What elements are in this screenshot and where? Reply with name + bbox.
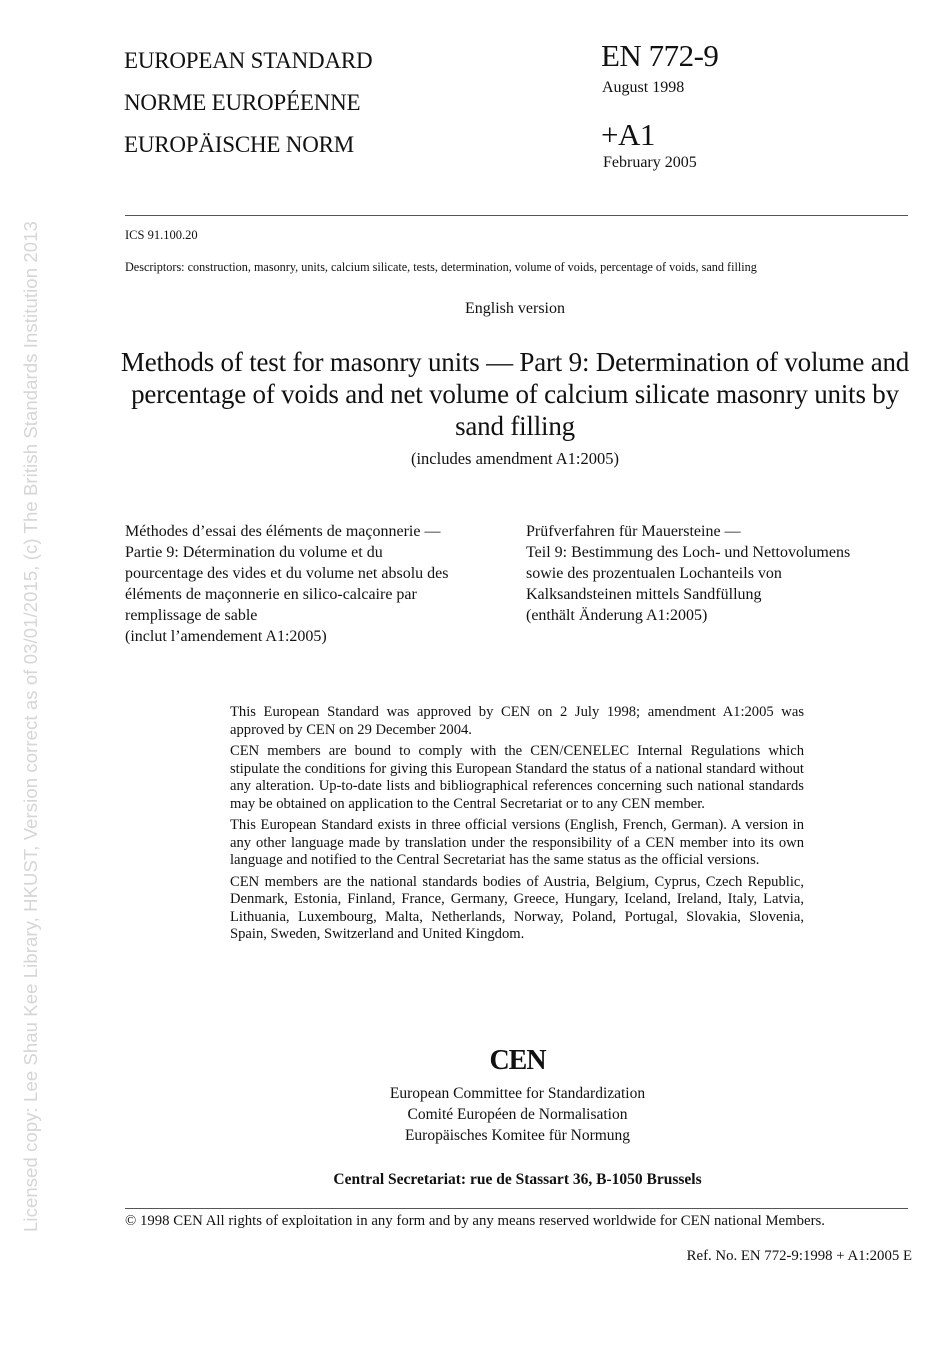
approval-paragraph: This European Standard was approved by CEN on 2 July 1998; amendment A1:2005 was approved by CEN on 29 December 2004. [230, 704, 804, 738]
french-title-line: pourcentage des vides et du volume net absolu des [125, 565, 449, 582]
french-title-line: éléments de maçonnerie en silico-calcaire par [125, 586, 417, 603]
ics-code: ICS 91.100.20 [125, 228, 198, 242]
german-title [526, 521, 911, 626]
french-title-line: Partie 9: Détermination du volume et du [125, 544, 383, 561]
cen-name-fr: Comité Européen de Normalisation [407, 1106, 628, 1123]
standard-number: EN 772-9 [601, 38, 719, 73]
descriptors: Descriptors: construction, masonry, units, calcium silicate, tests, determination, volume of voids, percentage of voids, sand filling [125, 260, 757, 274]
header-divider [125, 215, 908, 216]
french-title [125, 521, 515, 647]
language-version: English version [465, 300, 565, 317]
main-subtitle: (includes amendment A1:2005) [410, 449, 620, 468]
license-watermark: Licensed copy: Lee Shau Kee Library, HKUST, Version correct as of 03/01/2015, (c) The British Standards Institution 2013 [20, 221, 41, 1232]
cen-name-de: Europäisches Komitee für Normung [404, 1127, 631, 1144]
german-title-line: Prüfverfahren für Mauersteine — [526, 523, 741, 540]
amendment-label: +A1 [601, 117, 655, 152]
standard-date: August 1998 [602, 79, 685, 96]
versions-paragraph: This European Standard exists in three official versions (English, French, German). A version in any other language made by translation under the responsibility of a CEN member into its own language and notified to the Central Secretariat has the same status as the official versions. [230, 817, 804, 868]
compliance-paragraph: CEN members are bound to comply with the CEN/CENELEC Internal Regulations which stipulate the conditions for giving this European Standard the status of a national standard without any alteration. Up-to-date lists and bibliographical references concerning such national standards may be obtained on application to the Central Secretariat or to any CEN member. [230, 743, 804, 812]
german-title-line: Kalksandsteinen mittels Sandfüllung [526, 586, 762, 603]
amendment-date: February 2005 [603, 154, 697, 171]
french-title-line: Méthodes d’essai des éléments de maçonnerie — [125, 523, 441, 540]
title-norme-europeenne: NORME EUROPÉENNE [124, 90, 361, 115]
french-title-line: remplissage de sable [125, 607, 258, 624]
approval-block [230, 704, 804, 948]
main-title: Methods of test for masonry units — Part 9: Determination of volume and percentage of voids and net volume of calcium silicate masonry units by sand filling [120, 347, 910, 441]
german-title-line: sowie des prozentualen Lochanteils von [526, 565, 782, 582]
members-paragraph: CEN members are the national standards bodies of Austria, Belgium, Cyprus, Czech Republic, Denmark, Estonia, Finland, France, Germany, Greece, Hungary, Iceland, Ireland, Italy, Latvia, Lithuania, Luxembourg, Malta, Netherlands, Norway, Poland, Portugal, Slovakia, Slovenia, Spain, Sweden, Switzerland and United Kingdom. [230, 873, 804, 942]
copyright-notice: © 1998 CEN All rights of exploitation in any form and by any means reserved worldwide for CEN national Members. [125, 1213, 825, 1229]
french-title-line: (inclut l’amendement A1:2005) [125, 628, 327, 645]
footer-divider [125, 1208, 908, 1209]
central-secretariat: Central Secretariat: rue de Stassart 36, B-1050 Brussels [333, 1171, 702, 1188]
title-european-standard: EUROPEAN STANDARD [124, 48, 373, 73]
german-title-line: Teil 9: Bestimmung des Loch- und Nettovolumens [526, 544, 851, 561]
german-title-line: (enthält Änderung A1:2005) [526, 607, 708, 624]
reference-number: Ref. No. EN 772-9:1998 + A1:2005 E [686, 1248, 912, 1264]
title-europaische-norm: EUROPÄISCHE NORM [124, 132, 355, 157]
cen-names [120, 1083, 915, 1146]
cen-name-en: European Committee for Standardization [389, 1085, 646, 1102]
cen-logo: CEN [489, 1045, 546, 1076]
